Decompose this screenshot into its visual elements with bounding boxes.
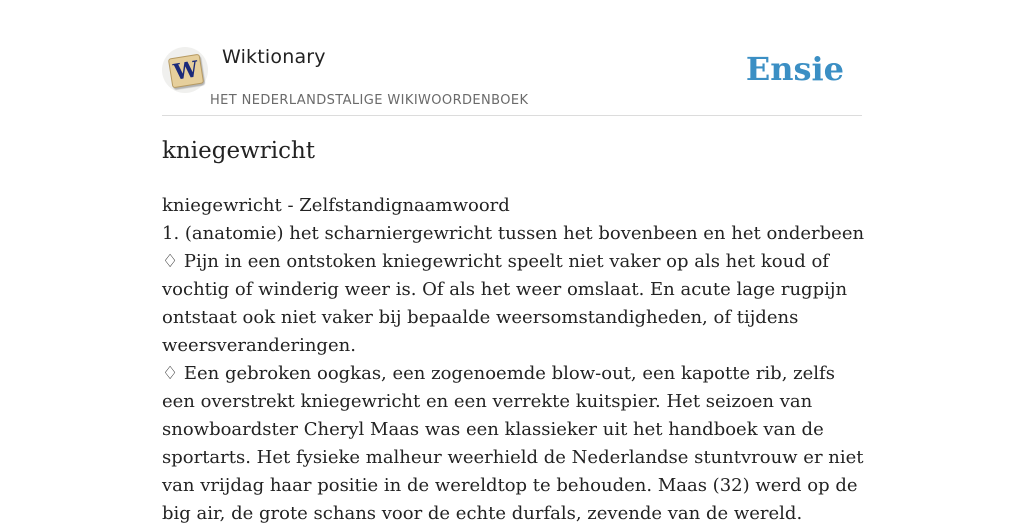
page-title: kniegewricht <box>162 138 316 164</box>
ensie-logo[interactable]: Ensie <box>745 50 844 88</box>
wiktionary-logo[interactable] <box>162 47 208 93</box>
word-class: kniegewricht - Zelfstandignaamwoord <box>162 195 510 216</box>
example-2: ♢ Een gebroken oogkas, een zogenoemde blow-out, een kapotte rib, zelfs een overstrekt kniegewricht en een verrekte kuitspier. Het seizoen van snowboardster Cheryl Maas was een klassieker uit het handboek van de sportarts. Het fysieke malheur weerhield de Nederlandse stuntvrouw er niet van vrijdag haar positie in de wereldtop te behouden. Maas (32) werd op de big air, de grote schans voor de echte durfals, zevende van de wereld. <box>162 363 864 524</box>
w-tile-icon: W <box>168 54 204 89</box>
example-1: ♢ Pijn in een ontstoken kniegewricht speelt niet vaker op als het koud of vochtig of winderig weer is. Of als het weer omslaat. En acute lage rugpijn ontstaat ook niet vaker bij bepaalde weersomstandigheden, of tijdens weersveranderingen. <box>162 251 848 356</box>
header-divider <box>162 115 862 116</box>
definition: 1. (anatomie) het scharniergewricht tussen het bovenbeen en het onderbeen <box>162 223 865 244</box>
entry-content <box>162 192 867 528</box>
site-name[interactable]: Wiktionary <box>222 46 326 68</box>
site-tagline: HET NEDERLANDSTALIGE WIKIWOORDENBOEK <box>210 93 529 108</box>
